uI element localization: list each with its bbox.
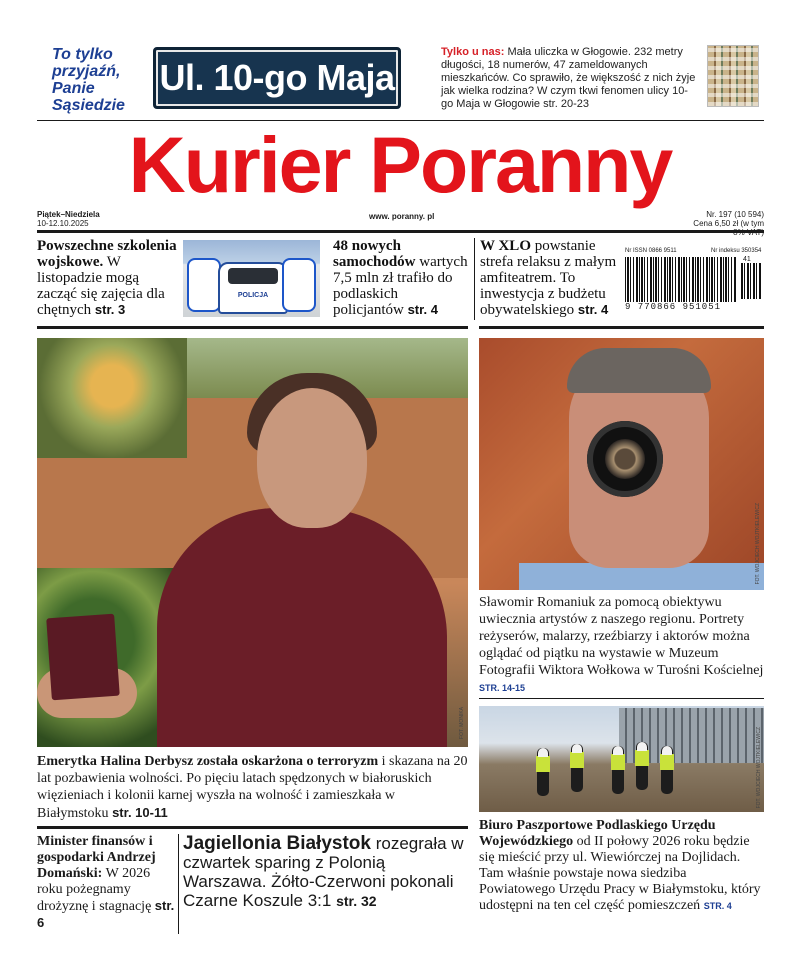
main-story-text: i skazana na 20 lat pozbawienia wolności. Po pięciu latach spędzonych w białoruskich więzieniach i kolonii karnej wyszła na wolność i zamieszkała w Białymstoku [37,754,468,821]
street-sign-graphic[interactable] [153,47,401,109]
story-finance-minister[interactable] [37,834,177,932]
photo-credit: FOT. MONIKA [459,707,465,739]
photographer-portrait-photo[interactable] [479,338,764,590]
barcode-addon-number: 41 [743,256,751,263]
construction-site-photo[interactable] [479,706,764,812]
promo-thumbnail-image[interactable] [707,45,759,107]
teaser-xlo-amphitheatre[interactable] [480,238,620,318]
section-divider-left [37,326,468,329]
right-column-divider [479,698,764,699]
promo-tagline-line: To tylko [52,46,113,63]
police-cars-photo[interactable] [183,240,320,317]
story-passport-office[interactable] [479,818,764,914]
promo-tagline-line: przyjaźń, [52,63,121,80]
photo-hair [567,348,711,393]
teaser-text: wartych 7,5 mln zł trafiło do podlaskich policjantów [333,254,468,318]
story-title: Minister finansów i gospodarki Andrzej Domański: [37,834,156,881]
photo-worker [537,748,549,796]
page-reference: str. 10-11 [112,805,168,820]
section-divider-right [479,326,764,329]
main-story-caption[interactable] [37,753,468,822]
story-title: Biuro Paszportowe Podlaskiego Urzędu Wojewódzkiego [479,818,716,849]
issue-date [37,210,100,228]
issue-number: Nr. 197 (10 594) [706,210,764,219]
police-car-left [187,258,221,312]
page-reference: str. 4 [577,302,609,317]
promo-teaser-text: Mała uliczka w Głogowie. 232 metry długości, 18 numerów, 47 zameldowanych mieszkańców. Co sprawiło, że większość z nich żyje jak wielka rodzina? W czym tkwi fenomen ulicy 10-go Maja w Głogowie str. 20-23 [441,46,696,110]
story-title: Jagiellonia Białystok [183,833,371,854]
issn-number: Nr ISSN 0866 9511 [625,248,677,254]
photo-person-body [157,508,447,747]
page-reference: str. 3 [94,302,126,317]
photo-person-face [257,388,367,528]
only-here-label: Tylko u nas: [441,46,505,58]
teaser-text: W listopadzie mogą zacząć się zajęcia dla chętnych [37,254,165,318]
promo-tagline-line: Panie [52,80,95,97]
teaser-divider [474,238,475,320]
photo-worker [636,742,648,790]
teaser-title: 48 nowych samochodów [333,238,416,270]
photo-credit: FOT. WOJCIECH WOJTKIELEWICZ [755,502,761,584]
issue-dates: 10-12.10.2025 [37,219,89,228]
photo-worker [661,746,673,794]
teaser-police-cars[interactable] [333,238,468,318]
page-reference: str. 4 [407,302,438,317]
story-text: od II połowy 2026 roku będzie się mieścić przy ul. Wiewiórczej na Dojlidach. Tam właśnie powstaje nowa siedziba Powiatowego Urzędu Pracy w Białymstoku, który udostępni na ten cel część pomieszczeń [479,834,761,913]
story-jagiellonia[interactable] [183,834,468,911]
barcode-bars [625,257,737,303]
photo-worker [612,746,624,794]
page-reference: str. 6 [37,898,175,930]
story-text: rozegrała w czwartek sparing z Polonią Warszawa. Żółto-Czerwoni pokonali Czarne Koszule 3:1 [183,834,464,910]
passport-image [46,614,120,701]
teaser-title: W XLO [480,238,531,254]
main-story-headline: Emerytka Halina Derbysz została oskarżona o terroryzm [37,754,379,769]
story-text: Sławomir Romaniuk za pomocą obiektywu uwiecznia artystów z naszego regionu. Portrety reżyserów, malarzy, rzeźbiarzy i aktorów można oglądać od piątku na wystawie w Muzeum Fotografii Wiktora Wołkowa w Turośni Kościelnej [479,595,764,678]
bottom-section-divider [37,826,468,829]
index-number: Nr indeksu 350354 [711,248,762,254]
issue-price: Cena 6,50 zł (w tym [693,219,764,228]
promo-teaser[interactable] [441,46,697,111]
main-story-photo[interactable] [37,338,468,747]
teaser-text: powstanie strefa relaksu z małym amfiteatrem. To inwestycja z budżetu obywatelskiego [480,238,617,318]
photo-tree [37,338,187,458]
police-car-right [282,258,316,312]
bottom-column-divider [178,834,179,934]
story-portraits-exhibition[interactable] [479,594,764,697]
story-text: W 2026 roku pożegnamy drożyznę i stagnację [37,866,152,914]
photo-worker [571,744,583,792]
teaser-military-training[interactable] [37,238,177,318]
issue-days: Piątek–Niedziela [37,210,100,219]
camera-lens-image [587,421,663,497]
page-reference: STR. 4 [703,901,732,911]
masthead-logo[interactable]: Kurier Poranny [128,120,672,209]
promo-tagline-line: Sąsiedzie [52,97,125,114]
promo-tagline[interactable] [52,46,142,114]
street-sign-text: Ul. 10-go Maja [159,57,395,98]
page-reference: str. 32 [336,893,377,909]
page-reference: STR. 14-15 [479,683,526,693]
masthead-divider [37,230,764,233]
website-url[interactable]: www. poranny. pl [369,212,435,221]
police-car-center [218,262,288,314]
barcode-number: 9 770866 951051 [625,302,737,312]
photo-credit: FOT. WOJCIECH WOJTKIELEWICZ [756,726,762,808]
barcode-addon [741,263,761,299]
issue-barcode [625,245,765,315]
teaser-title: Powszechne szkolenia wojskowe. [37,238,177,270]
police-car-label: POLICJA [237,292,269,299]
